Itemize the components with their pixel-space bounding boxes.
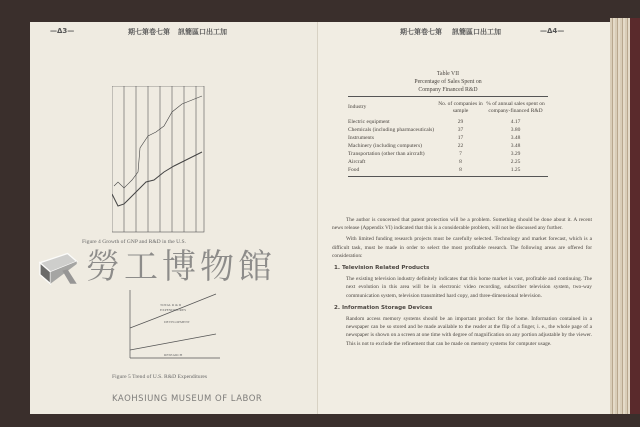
table-row xyxy=(348,135,548,142)
table-row xyxy=(348,167,548,174)
table-row xyxy=(348,159,548,166)
cell-industry: Food xyxy=(348,167,360,173)
table-row xyxy=(348,119,548,126)
cell-percent: 3.29 xyxy=(510,151,521,157)
cell-companies: 8 xyxy=(459,167,462,173)
cell-companies: 37 xyxy=(457,127,464,133)
right-header-issue: 期七第卷七第 xyxy=(400,28,442,36)
cell-industry: Transportation (other than aircraft) xyxy=(348,151,425,157)
left-header-issue: 期七第卷七第 xyxy=(128,28,170,36)
figure-4-caption: Figure 4 Growth of GNP and R&D in the U.S. xyxy=(82,239,187,245)
left-page-number: —Δ3— xyxy=(50,27,75,35)
table-subtitle: Percentage of Sales Spent on xyxy=(414,79,482,85)
right-page-content xyxy=(318,22,610,414)
cell-percent: 1.25 xyxy=(510,167,521,173)
cell-companies: 29 xyxy=(457,119,464,125)
cell-companies: 7 xyxy=(459,151,462,157)
figure-5-chart xyxy=(126,290,226,362)
section-heading: 2. Information Storage Devices xyxy=(334,304,433,311)
cell-industry: Instruments xyxy=(348,135,374,141)
paragraph: The author is concerned that patent protection will be a problem. Something should be done about it. A recent news release (Appendix VI) indicated that this is a considerable problem, will not be discussed any further. xyxy=(332,217,592,232)
table-title: Table VII xyxy=(436,71,460,77)
section-heading: 1. Television Related Products xyxy=(334,265,430,272)
watermark-chinese: 勞工博物館 xyxy=(86,247,276,287)
cell-percent: 3.80 xyxy=(510,127,521,133)
paragraph: With limited funding research projects must be carefully selected. Technology and market forecast, which is a difficult task, must be made in order to select the most profitable research. The following areas are offered for consideration: xyxy=(332,236,592,259)
table-vii xyxy=(348,70,548,179)
cell-percent: 3.48 xyxy=(510,143,521,149)
figure-5-label-total: TOTAL R & D EXPENDITURES xyxy=(160,303,187,312)
right-page-number: —Δ4— xyxy=(540,27,565,35)
museum-watermark xyxy=(36,249,312,287)
col-companies: No. of companies in sample xyxy=(438,101,483,114)
right-header-title: 訊簡區口出工加 xyxy=(452,28,501,36)
cell-companies: 17 xyxy=(457,135,464,141)
figure-4-chart xyxy=(112,86,212,234)
table-row xyxy=(348,143,548,150)
paragraph: Random access memory systems should be an important product for the home. Information contained in a newspaper can be so stored and be made available to the reader at the flip of a finger, i. e., the whole page of a newspaper is shown on a screen at one time with degree of magnification on any portion adjustable by the viewer. This is not to exclude the refinement that can be made on memory systems for computer usage. xyxy=(346,316,592,347)
cell-industry: Chemicals (including pharmaceuticals) xyxy=(348,127,435,133)
col-percent: % of annual sales spent on company-financed R&D xyxy=(486,101,545,114)
cell-industry: Machinery (including computers) xyxy=(348,143,422,149)
watermark-english: KAOHSIUNG MUSEUM OF LABOR xyxy=(112,394,263,404)
col-industry: Industry xyxy=(348,104,367,111)
table-subtitle: Company Financed R&D xyxy=(418,87,478,93)
figure-5-label-research: RESEARCH xyxy=(164,353,183,357)
cell-percent: 4.17 xyxy=(510,119,521,125)
cell-companies: 8 xyxy=(459,159,462,165)
table-row xyxy=(348,151,548,158)
table-header-row xyxy=(348,101,548,114)
cell-companies: 22 xyxy=(457,143,464,149)
cell-percent: 3.48 xyxy=(510,135,521,141)
paragraph: The existing television industry definitely indicates that this home market is vast, profitable and continuing. The next evolution in this area will be in electronic video recording, subscriber television system, two-way communication system, television transmitted hard copy, and three-dimensional television. xyxy=(346,276,592,299)
body-text xyxy=(332,216,592,348)
cell-percent: 2.25 xyxy=(510,159,521,165)
museum-logo-icon xyxy=(36,249,82,287)
figure-5-label-development: DEVELOPMENT xyxy=(164,320,190,324)
cell-industry: Aircraft xyxy=(348,159,366,165)
figure-5-caption: Figure 5 Trend of U.S. R&D Expenditures xyxy=(112,374,208,380)
cell-industry: Electric equipment xyxy=(348,119,390,125)
left-header-title: 訊簡區口出工加 xyxy=(178,28,227,36)
book-page-edges xyxy=(610,18,632,414)
table-row xyxy=(348,127,548,134)
